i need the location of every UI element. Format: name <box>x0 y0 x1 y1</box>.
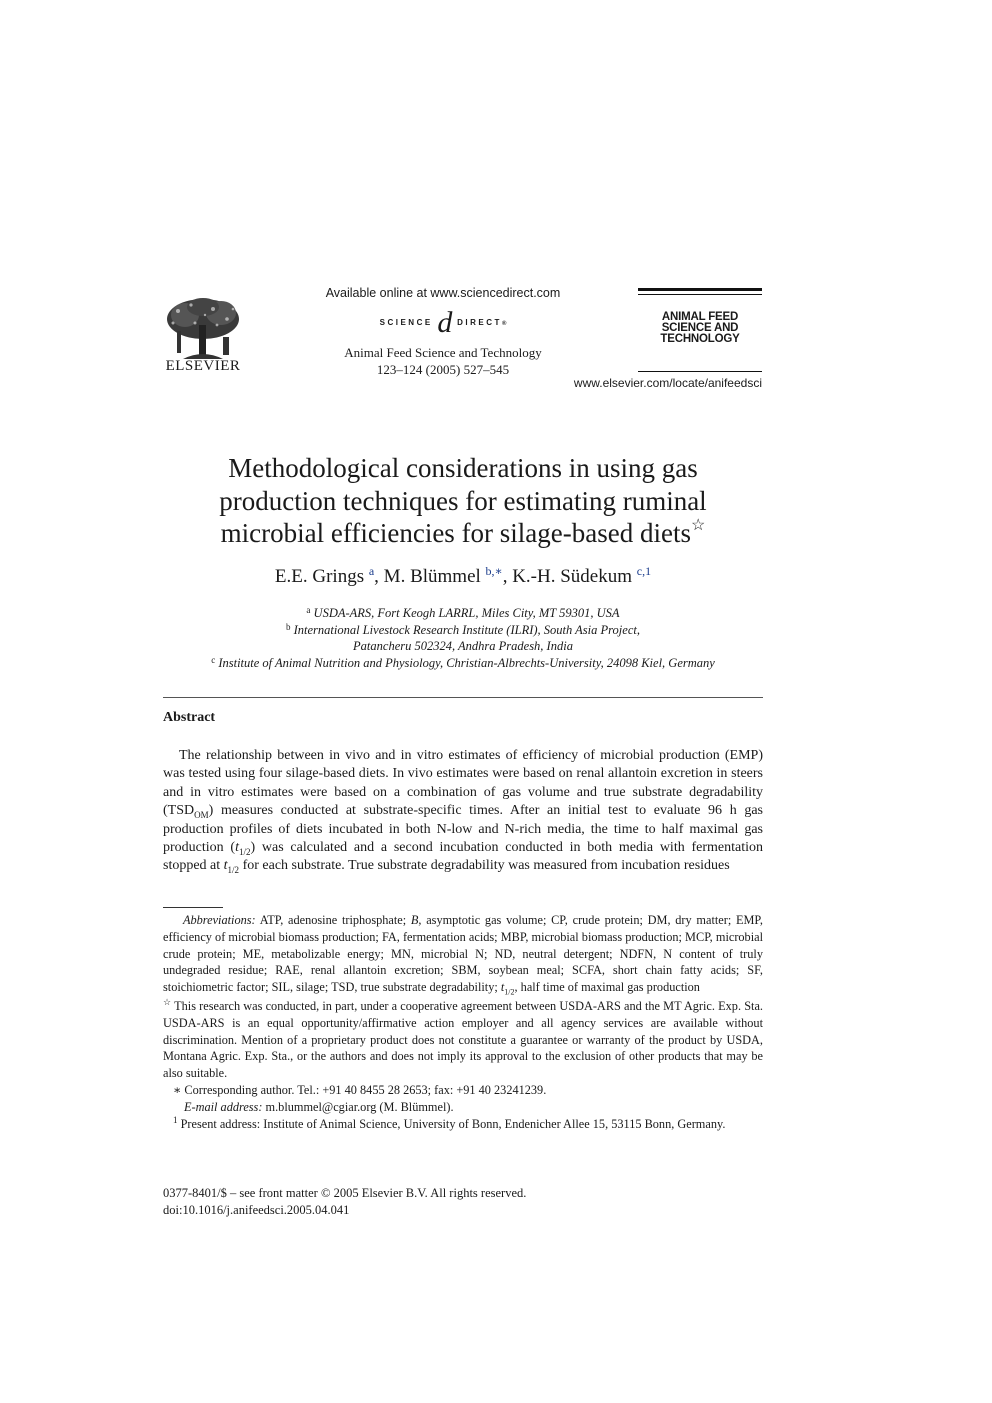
title-line: Methodological considerations in using gas <box>228 453 698 483</box>
author-sep: , <box>502 566 513 587</box>
footnote-text: ATP, adenosine triphosphate; <box>255 913 411 927</box>
author-affil-link[interactable]: b,∗ <box>485 564 503 578</box>
funding-footnote <box>163 998 763 1082</box>
title-line: production techniques for estimating ruminal <box>219 485 707 516</box>
math-var: t <box>223 858 228 874</box>
affil-marker: b <box>286 621 291 632</box>
journal-logo-line: TECHNOLOGY <box>660 333 740 345</box>
sd-symbol: d <box>437 306 453 339</box>
subscript: 1/2 <box>227 865 240 876</box>
affil-marker: c <box>211 654 216 665</box>
affiliation-c <box>163 655 763 672</box>
corresponding-footnote <box>163 1082 763 1099</box>
author-name: E.E. Grings <box>274 566 365 587</box>
title-line-last <box>163 517 763 550</box>
available-online-text: Available online at www.sciencedirect.com <box>325 286 561 300</box>
header-rule-thin <box>638 294 762 295</box>
elsevier-wordmark: ELSEVIER <box>165 358 241 374</box>
url-rule <box>638 371 762 372</box>
footnote-text: Corresponding author. Tel.: +91 40 8455 28 2653; fax: +91 40 23241239. <box>181 1082 547 1097</box>
affiliation-b <box>163 622 763 639</box>
subscript: OM <box>194 810 209 821</box>
email-label: E-mail address: <box>184 1099 263 1114</box>
sd-right-word: DIRECT <box>457 318 502 328</box>
journal-citation <box>300 344 586 378</box>
affil-text: Institute of Animal Nutrition and Physiology, Christian-Albrechts-University, 24098 Kiel, Germany <box>218 655 715 670</box>
math-var: t <box>500 980 505 995</box>
journal-name: Animal Feed Science and Technology <box>344 345 542 360</box>
section-divider <box>163 697 763 698</box>
math-var: B <box>410 913 419 927</box>
abstract-text: ) measures conducted at substrate-specific times. After an initial test to evaluate 96 h gas production profiles of diets incubated in both N-low and N-rich media, the time to half maximal gas production ( <box>163 803 763 856</box>
abstract-text: for each substrate. True substrate degradability was measured from incubation residues <box>239 858 730 874</box>
affiliation-a <box>163 605 763 622</box>
footnote-marker: ∗ <box>173 1082 182 1097</box>
author-name: K.-H. Südekum <box>512 566 633 587</box>
header-rule-thick <box>638 288 762 291</box>
title-footnote-star[interactable]: ☆ <box>690 517 706 534</box>
math-var: t <box>235 840 239 856</box>
issn-line: 0377-8401/$ – see front matter © 2005 Elsevier B.V. All rights reserved. <box>163 1186 527 1200</box>
affil-marker: a <box>306 605 311 615</box>
affiliation-b-cont: Patancheru 502324, Andhra Pradesh, India <box>353 639 573 653</box>
footnote-text: , asymptotic gas volume; CP, crude protein; DM, dry matter; EMP, efficiency of microbial biomass production; FA, fermentation acids; MBP, microbial biomass production; MCP, microbial crude protein; ME, metabolizable energy; MN, microbial N; ND, neutral detergent; NDFN, N content of truly undegraded residue; RAE, renal allantoin excretion; SBM, soybean meal; SCFA, short chain fatty acids; SF, stoichiometric factor; SIL, silage; TSD, true substrate degradability; <box>163 913 763 995</box>
journal-logo-line: SCIENCE AND <box>661 322 739 334</box>
affil-text: USDA-ARS, Fort Keogh LARRL, Miles City, MT 59301, USA <box>313 606 620 620</box>
abstract-text: ) was calculated and a second incubation conducted in both media with fermentation stopped at <box>163 840 763 874</box>
footnote-text: This research was conducted, in part, under a cooperative agreement between USDA-ARS and the MT Agric. Exp. Sta. USDA-ARS is an equal opportunity/affirmative action employer and all agency services are available without discrimination. Mention of a proprietary product does not constitute a guarantee or warranty of the product by USDA, Montana Agric. Exp. Sta., or the authors and does not imply its approval to the exclusion of other products that may be also suitable. <box>163 998 763 1081</box>
abstract-body <box>163 747 763 876</box>
sd-left-word: SCIENCE <box>379 318 433 328</box>
sd-registered-mark: ® <box>501 321 507 328</box>
author-sep: , <box>374 566 384 587</box>
email-footnote <box>163 1099 763 1116</box>
author-name: M. Blümmel <box>383 566 481 587</box>
author-list <box>163 566 763 588</box>
abbreviations-footnote <box>163 912 763 996</box>
subscript: 1/2 <box>504 987 515 997</box>
abstract-text: The relationship between in vivo and in vitro estimates of efficiency of microbial production (EMP) was tested using four silage-based diets. In vivo estimates were based on renal allantoin excretion in steers and in vitro estimates were based on a combination of gas volume and true substrate degradability (TSD <box>163 748 763 819</box>
footnote-marker: 1 <box>173 1114 178 1125</box>
article-title <box>163 452 763 550</box>
journal-logo <box>638 312 762 345</box>
footnote-text: , half time of maximal gas production <box>514 980 700 995</box>
doi-line[interactable]: doi:10.1016/j.anifeedsci.2005.04.041 <box>163 1202 350 1217</box>
journal-logo-line: ANIMAL FEED <box>661 311 739 323</box>
footnote-rule <box>163 907 223 908</box>
volume-info: 123–124 (2005) 527–545 <box>376 362 510 377</box>
author-affil-link[interactable]: c,1 <box>636 564 652 578</box>
copyright-block <box>163 1185 763 1218</box>
abstract-heading: Abstract <box>163 710 216 725</box>
email-address[interactable]: m.blummel@cgiar.org (M. Blümmel). <box>262 1099 454 1114</box>
present-address-footnote <box>163 1116 763 1133</box>
footnotes <box>163 912 763 1132</box>
sciencedirect-logo <box>300 306 586 339</box>
affil-text: International Livestock Research Institute (ILRI), South Asia Project, <box>293 622 640 637</box>
author-affil-link[interactable]: a <box>368 564 375 578</box>
subscript: 1/2 <box>238 846 251 857</box>
journal-url[interactable]: www.elsevier.com/locate/anifeedsci <box>573 376 762 390</box>
abbrev-label: Abbreviations: <box>183 913 256 927</box>
affiliations <box>163 605 763 671</box>
footnote-text: Present address: Institute of Animal Science, University of Bonn, Endenicher Allee 15, 53115 Bonn, Germany. <box>177 1116 726 1131</box>
footnote-star-marker: ☆ <box>163 996 172 1007</box>
title-line: microbial efficiencies for silage-based diets <box>220 518 691 548</box>
